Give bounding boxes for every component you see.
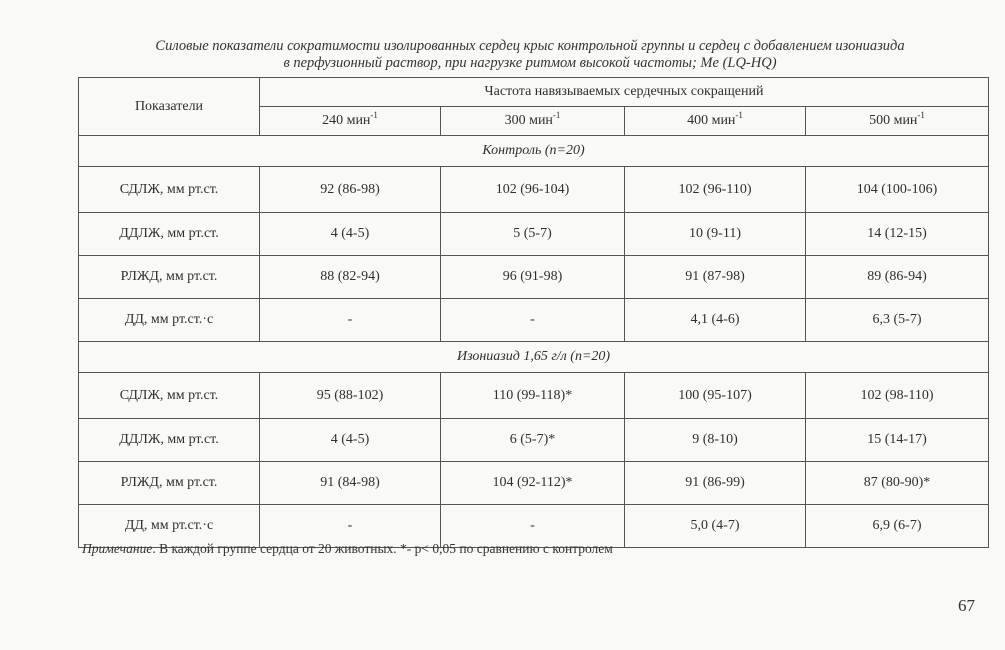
value-cell: -	[441, 299, 625, 342]
value-cell: 4 (4-5)	[260, 213, 441, 256]
value-cell: 4 (4-5)	[260, 419, 441, 462]
value-cell: 4,1 (4-6)	[625, 299, 806, 342]
row-label: ДД, мм рт.ст.·с	[79, 505, 260, 548]
group-title: Контроль (n=20)	[79, 136, 989, 167]
group-header-row	[79, 342, 989, 373]
header-frequency: Частота навязываемых сердечных сокращений	[260, 78, 989, 107]
value-cell: 102 (96-104)	[441, 167, 625, 213]
table-row	[79, 299, 989, 342]
value-cell: 110 (99-118)*	[441, 373, 625, 419]
value-cell: 102 (96-110)	[625, 167, 806, 213]
freq-header-cell: 500 мин$^{-1}$	[806, 107, 989, 136]
value-cell: 6,9 (6-7)	[806, 505, 989, 548]
caption-line-2: в перфузионный раствор, при нагрузке ритмом высокой частоты; Me (LQ-HQ)	[283, 55, 777, 71]
table-note	[82, 541, 613, 557]
value-cell: -	[441, 505, 625, 548]
value-cell: 96 (91-98)	[441, 256, 625, 299]
note-text: . В каждой группе сердца от 20 животных. *- р< 0,05 по сравнению с контролем	[152, 541, 613, 556]
value-cell: 9 (8-10)	[625, 419, 806, 462]
row-label: ДД, мм рт.ст.·с	[79, 299, 260, 342]
value-cell: 14 (12-15)	[806, 213, 989, 256]
row-label: РЛЖД, мм рт.ст.	[79, 462, 260, 505]
value-cell: 6,3 (5-7)	[806, 299, 989, 342]
value-cell: 5,0 (4-7)	[625, 505, 806, 548]
group-header-row	[79, 136, 989, 167]
value-cell: 91 (87-98)	[625, 256, 806, 299]
value-cell: 92 (86-98)	[260, 167, 441, 213]
table-row	[79, 419, 989, 462]
caption-line-1: Силовые показатели сократимости изолированных сердец крыс контрольной группы и сердец с добавлением изониазида	[155, 38, 905, 54]
value-cell: 15 (14-17)	[806, 419, 989, 462]
row-label: ДДЛЖ, мм рт.ст.	[79, 419, 260, 462]
value-cell: 91 (86-99)	[625, 462, 806, 505]
header-indicator: Показатели	[79, 78, 260, 136]
freq-header-cell: 240 мин$^{-1}$	[260, 107, 441, 136]
freq-header-cell: 400 мин$^{-1}$	[625, 107, 806, 136]
value-cell: 88 (82-94)	[260, 256, 441, 299]
value-cell: 87 (80-90)*	[806, 462, 989, 505]
value-cell: 95 (88-102)	[260, 373, 441, 419]
page-number: 67	[958, 596, 975, 615]
value-cell: -	[260, 299, 441, 342]
value-cell: 100 (95-107)	[625, 373, 806, 419]
value-cell: 104 (92-112)*	[441, 462, 625, 505]
group-title: Изониазид 1,65 г/л (n=20)	[79, 342, 989, 373]
value-cell: 5 (5-7)	[441, 213, 625, 256]
table-row	[79, 167, 989, 213]
value-cell: 6 (5-7)*	[441, 419, 625, 462]
value-cell: 10 (9-11)	[625, 213, 806, 256]
row-label: СДЛЖ, мм рт.ст.	[79, 167, 260, 213]
data-table	[78, 77, 989, 548]
table-row	[79, 213, 989, 256]
row-label: СДЛЖ, мм рт.ст.	[79, 373, 260, 419]
table-row	[79, 256, 989, 299]
value-cell: 89 (86-94)	[806, 256, 989, 299]
note-prefix: Примечание	[82, 541, 153, 556]
value-cell: 91 (84-98)	[260, 462, 441, 505]
value-cell: 104 (100-106)	[806, 167, 989, 213]
freq-header-cell: 300 мин$^{-1}$	[441, 107, 625, 136]
value-cell: -	[260, 505, 441, 548]
table-row	[79, 462, 989, 505]
row-label: ДДЛЖ, мм рт.ст.	[79, 213, 260, 256]
table-caption	[70, 38, 990, 72]
header-row-1	[79, 78, 989, 107]
row-label: РЛЖД, мм рт.ст.	[79, 256, 260, 299]
value-cell: 102 (98-110)	[806, 373, 989, 419]
table-row	[79, 373, 989, 419]
